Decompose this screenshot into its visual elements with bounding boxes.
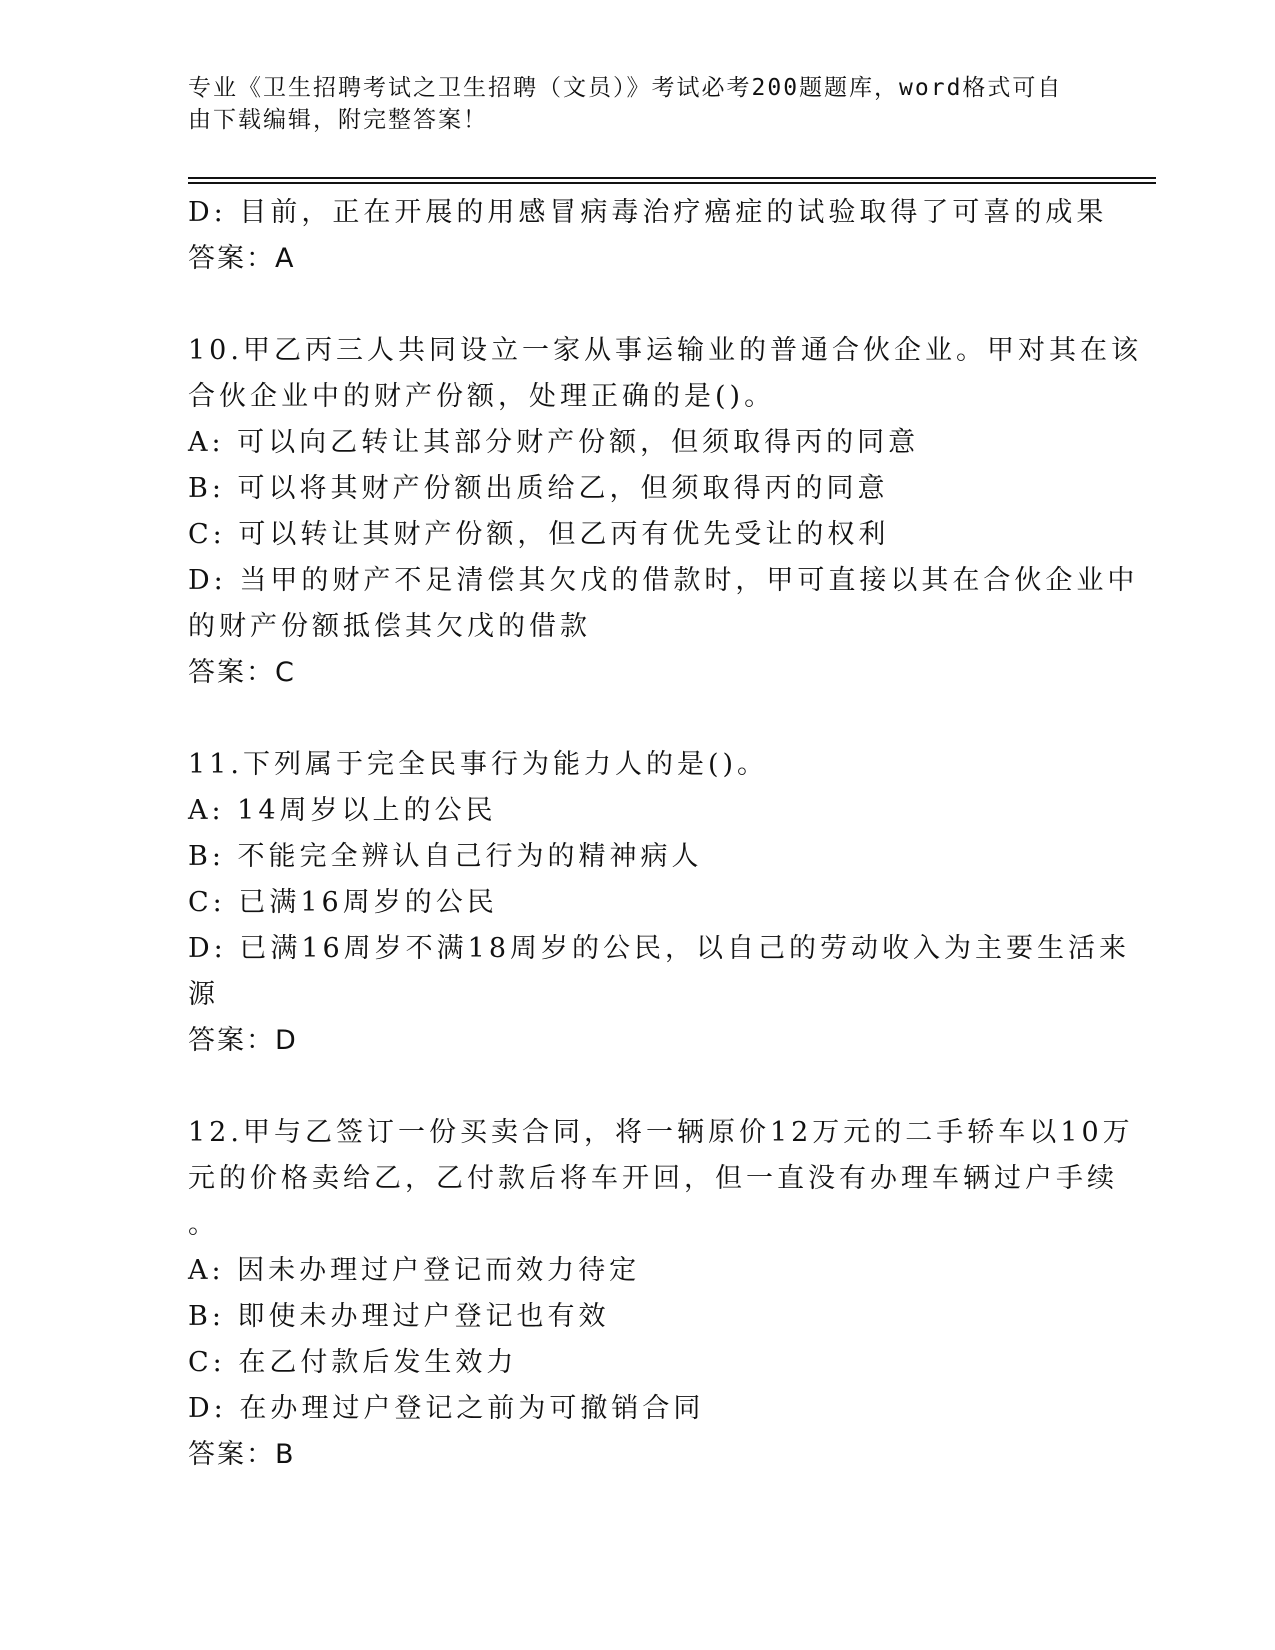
document-header: [188, 72, 1068, 136]
option-b: B: 可以将其财产份额出质给乙，但须取得丙的同意: [188, 473, 889, 504]
question-10: [188, 328, 1142, 696]
option-d: 源: [188, 979, 219, 1010]
question-stem: 12.甲与乙签订一份买卖合同，将一辆原价12万元的二手轿车以10万: [188, 1117, 1134, 1148]
option-a: A: 14周岁以上的公民: [188, 795, 497, 826]
answer-line: 答案：C: [188, 657, 296, 688]
option-d: D: 已满16周岁不满18周岁的公民，以自己的劳动收入为主要生活来: [188, 933, 1131, 964]
header-rule-top: [188, 177, 1156, 179]
answer-line: 答案：A: [188, 243, 296, 274]
question-11: [188, 742, 1131, 1064]
option-b: B: 不能完全辨认自己行为的精神病人: [188, 841, 703, 872]
answer-line: 答案：D: [188, 1025, 298, 1056]
question-stem: 元的价格卖给乙，乙付款后将车开回，但一直没有办理车辆过户手续: [188, 1163, 1118, 1194]
option-c: C: 可以转让其财产份额，但乙丙有优先受让的权利: [188, 519, 890, 550]
question-9-tail: [188, 190, 1108, 282]
question-stem: 合伙企业中的财产份额，处理正确的是()。: [188, 381, 776, 412]
answer-line: 答案：B: [188, 1439, 296, 1470]
header-line-2: 由下载编辑，附完整答案！: [188, 107, 488, 133]
question-stem: 。: [188, 1209, 219, 1240]
option-a: A: 因未办理过户登记而效力待定: [188, 1255, 641, 1286]
option-d: D: 在办理过户登记之前为可撤销合同: [188, 1393, 705, 1424]
option-a: A: 可以向乙转让其部分财产份额，但须取得丙的同意: [188, 427, 920, 458]
option-b: B: 即使未办理过户登记也有效: [188, 1301, 610, 1332]
question-12: [188, 1110, 1134, 1478]
option-d: 的财产份额抵偿其欠戊的借款: [188, 611, 591, 642]
option-c: C: 已满16周岁的公民: [188, 887, 498, 918]
header-line-1: 专业《卫生招聘考试之卫生招聘（文员）》考试必考200题题库，word格式可自: [188, 75, 1063, 101]
question-list: [188, 190, 1142, 1478]
option-d: D: 目前，正在开展的用感冒病毒治疗癌症的试验取得了可喜的成果: [188, 197, 1108, 228]
header-rule-bottom: [188, 182, 1156, 184]
option-d: D: 当甲的财产不足清偿其欠戊的借款时，甲可直接以其在合伙企业中: [188, 565, 1139, 596]
question-stem: 11.下列属于完全民事行为能力人的是()。: [188, 749, 769, 780]
option-c: C: 在乙付款后发生效力: [188, 1347, 518, 1378]
question-stem: 10.甲乙丙三人共同设立一家从事运输业的普通合伙企业。甲对其在该: [188, 335, 1142, 366]
